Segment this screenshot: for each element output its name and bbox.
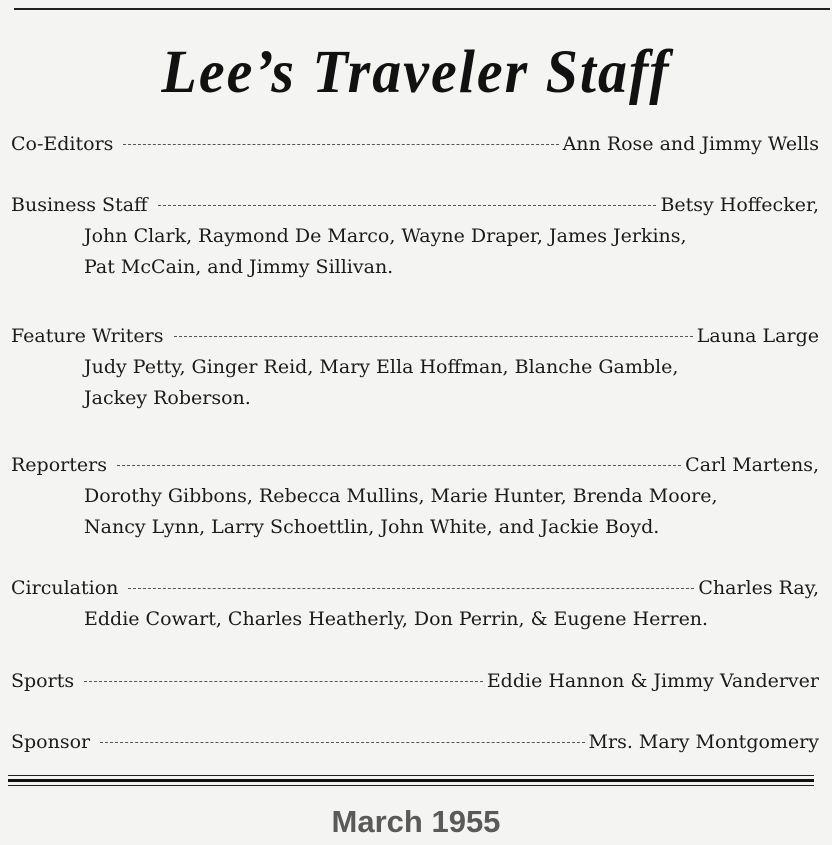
dot-leader xyxy=(84,681,483,682)
names-continued: Dorothy Gibbons, Rebecca Mullins, Marie Hunter, Brenda Moore, xyxy=(84,485,718,507)
staff-entry-co-editors xyxy=(11,129,819,160)
names: Ann Rose and Jimmy Wells xyxy=(562,133,819,155)
names-continued: Eddie Cowart, Charles Heatherly, Don Perrin, & Eugene Herren. xyxy=(84,608,709,630)
dot-leader xyxy=(117,465,681,466)
staff-entry-feature-writers xyxy=(11,321,819,414)
top-rule xyxy=(14,8,830,10)
names-continued: Judy Petty, Ginger Reid, Mary Ella Hoffman, Blanche Gamble, xyxy=(84,356,679,378)
date-caption: March 1955 xyxy=(331,804,501,839)
names: Carl Martens, xyxy=(685,454,819,476)
staff-entry-sponsor xyxy=(11,727,819,758)
role-label: Business Staff xyxy=(11,194,148,216)
dot-leader xyxy=(158,205,657,206)
role-label: Feature Writers xyxy=(11,325,164,347)
names-continued: Pat McCain, and Jimmy Sillivan. xyxy=(84,256,394,278)
names: Eddie Hannon & Jimmy Vanderver xyxy=(486,670,819,692)
role-label: Circulation xyxy=(11,577,119,599)
staff-entry-business xyxy=(11,190,819,283)
names-continued: Nancy Lynn, Larry Schoettlin, John White, and Jackie Boyd. xyxy=(84,516,660,538)
dot-leader xyxy=(128,588,694,589)
dot-leader xyxy=(123,144,558,145)
names: Launa Large xyxy=(696,325,819,347)
page-title: Lee’s Traveler Staff xyxy=(161,37,671,106)
role-label: Sports xyxy=(11,670,75,692)
names: Betsy Hoffecker, xyxy=(660,194,819,216)
staff-entry-sports xyxy=(11,666,819,697)
names: Mrs. Mary Montgomery xyxy=(588,731,819,753)
triple-rule-divider xyxy=(8,775,814,786)
role-label: Co-Editors xyxy=(11,133,114,155)
names-continued: John Clark, Raymond De Marco, Wayne Draper, James Jerkins, xyxy=(84,225,687,247)
staff-entry-reporters xyxy=(11,450,819,543)
names-continued: Jackey Roberson. xyxy=(84,387,251,409)
role-label: Reporters xyxy=(11,454,107,476)
dot-leader xyxy=(174,336,693,337)
dot-leader xyxy=(100,742,584,743)
staff-entry-circulation xyxy=(11,573,819,635)
role-label: Sponsor xyxy=(11,731,91,753)
names: Charles Ray, xyxy=(698,577,819,599)
